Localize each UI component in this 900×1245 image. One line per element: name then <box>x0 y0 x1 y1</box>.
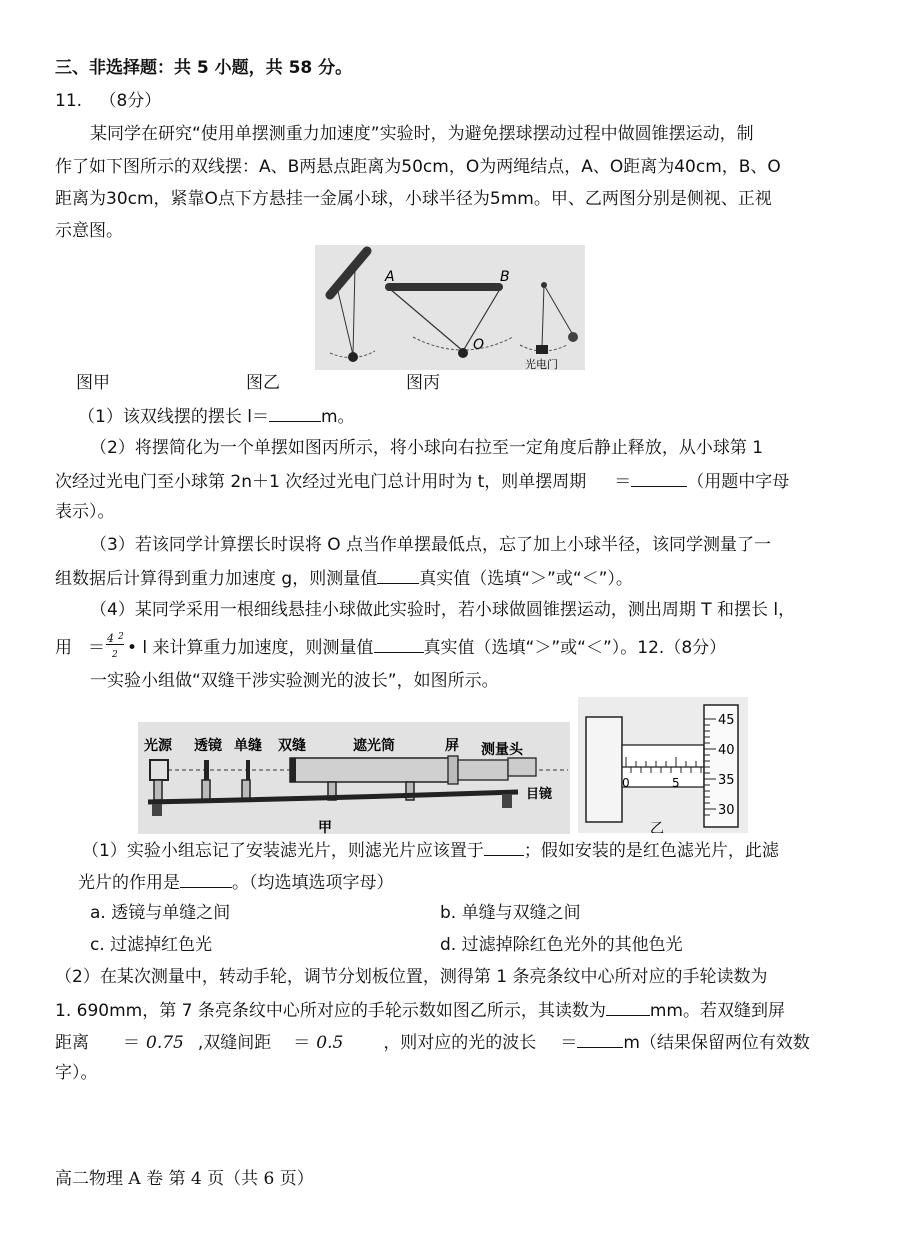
point-a-label: A <box>385 269 395 285</box>
eyepiece-icon <box>508 758 536 776</box>
page-footer: 高二物理 A 卷 第 4 页（共 6 页） <box>55 1169 314 1189</box>
q11-stem-line2: 作了如下图所示的双线摆：A、B两悬点距离为50cm，O为两绳结点，A、O距离为40cm，B、O <box>55 157 781 177</box>
q11-stem-line4: 示意图。 <box>55 221 123 241</box>
q11-part1-text: （1）该双线摆的摆长 l＝ <box>78 407 269 427</box>
q12-part2-hint: m（结果保留两位有效数 <box>623 1033 810 1053</box>
q11-part2-line2 <box>55 469 789 493</box>
q11-part4-line1: （4）某同学采用一根细线悬挂小球做此实验时，若小球做圆锥摆运动，测出周期 T 和摆长 l， <box>90 600 796 620</box>
fraction-denominator: 2 <box>112 650 118 660</box>
thimble-30: 30 <box>718 803 735 818</box>
value-slit-spacing: 0.5 <box>316 1033 344 1053</box>
answer-blank-filter-position[interactable] <box>484 838 524 856</box>
q12-part2-line4: 字）。 <box>55 1063 98 1083</box>
screen-icon <box>448 756 458 784</box>
caption-tu-yi: 图乙 <box>246 373 280 393</box>
point-o-label: O <box>473 337 485 353</box>
label-single-slit: 单缝 <box>234 738 262 754</box>
q12-part2-eq2: ＝ <box>293 1033 311 1053</box>
q12-part2-slit-label: ,双缝间距 <box>197 1033 272 1053</box>
q11-part4-hint: 真实值（选填“＞”或“＜”）。12.（8分） <box>423 638 727 658</box>
q11-stem-line3: 距离为30cm，紧靠O点下方悬挂一金属小球，小球半径为5mm。甲、乙两图分别是侧视、正视 <box>55 189 772 209</box>
q12-part2-line1: （2）在某次测量中，转动手轮，调节分划板位置，测得第 1 条亮条纹中心所对应的手轮读数为 <box>55 967 768 987</box>
q11-part4-line2 <box>55 632 727 660</box>
q12-part2-text: 1. 690mm，第 7 条亮条纹中心所对应的手轮示数如图乙所示，其读数为 <box>55 1001 606 1021</box>
q12-part1-hint: 。（均选填选项字母） <box>232 873 394 893</box>
label-light-source: 光源 <box>144 738 172 754</box>
q12-part1-line2 <box>78 870 394 894</box>
q11-number: 11. <box>55 91 83 111</box>
thimble-45: 45 <box>718 713 735 728</box>
q11-part2-hint: （用题中字母 <box>687 472 790 492</box>
answer-blank-conical[interactable] <box>374 635 424 653</box>
q11-part1-unit: m。 <box>320 407 355 427</box>
main-scale-5: 5 <box>672 776 680 790</box>
single-slit-icon <box>246 760 250 780</box>
q11-part3-line1: （3）若该同学计算摆长时误将 O 点当作单摆最低点，忘了加上小球半径，该同学测量了一 <box>90 535 772 555</box>
option-a: a. 透镜与单缝之间 <box>90 903 231 923</box>
value-screen-distance: 0.75 <box>146 1033 184 1053</box>
q11-part4-use: 用 <box>55 638 72 658</box>
micrometer-figure <box>578 697 748 833</box>
main-scale-0: 0 <box>622 776 630 790</box>
label-light-tube: 遮光筒 <box>353 738 395 754</box>
caption-tu-bing: 图丙 <box>406 373 440 393</box>
label-lens: 透镜 <box>194 738 222 754</box>
thimble-35: 35 <box>718 773 735 788</box>
q12-part2-wavelength-label: ，则对应的光的波长 <box>383 1033 537 1053</box>
section-title: 三、非选择题：共 5 小题，共 58 分。 <box>55 58 353 78</box>
q11-part3-hint: 真实值（选填“＞”或“＜”）。 <box>419 569 633 589</box>
q12-part1-text2: ；假如安装的是红色滤光片，此滤 <box>523 841 779 861</box>
label-measuring-head: 测量头 <box>481 742 523 758</box>
q12-part2-text2: mm。若双缝到屏 <box>649 1001 785 1021</box>
q11-score: （8分） <box>99 91 162 111</box>
answer-blank-pendulum-length[interactable] <box>269 404 321 422</box>
option-c: c. 过滤掉红色光 <box>90 935 213 955</box>
answer-blank-filter-function[interactable] <box>180 870 232 888</box>
q11-part2-line1: （2）将摆简化为一个单摆如图丙所示，将小球向右拉至一定角度后静止释放，从小球第 1 <box>90 438 764 458</box>
caption-yi-micrometer: 乙 <box>650 821 664 833</box>
answer-blank-reading[interactable] <box>606 998 650 1016</box>
label-screen: 屏 <box>445 738 459 754</box>
q11-part2-eq: ＝ <box>614 472 632 492</box>
micrometer-frame <box>586 717 622 822</box>
q12-part2-line2 <box>55 998 785 1022</box>
pendulum-figure <box>315 245 585 370</box>
label-eyepiece: 目镜 <box>526 787 553 802</box>
photogate-label: 光电门 <box>525 358 558 370</box>
q12-stem: 一实验小组做“双缝干涉实验测光的波长”，如图所示。 <box>90 671 499 691</box>
fraction-numerator: 4 <box>107 632 114 645</box>
answer-blank-wavelength[interactable] <box>577 1030 623 1048</box>
q11-part4-eq: ＝ <box>88 638 105 658</box>
q11-part2-text: 次经过光电门至小球第 2n＋1 次经过光电门总计用时为 t，则单摆周期 <box>55 472 587 492</box>
q11-part1 <box>78 404 355 428</box>
label-double-slit: 双缝 <box>278 738 306 754</box>
q12-part2-distance-label: 距离 <box>55 1033 89 1053</box>
q12-part2-eq3: ＝ <box>560 1033 578 1053</box>
fraction-superscript: 2 <box>118 632 124 642</box>
interference-apparatus-figure <box>138 722 570 834</box>
point-b-label: B <box>500 269 510 285</box>
double-slit-icon <box>290 758 296 782</box>
thimble-40: 40 <box>718 743 735 758</box>
option-b: b. 单缝与双缝之间 <box>440 903 581 923</box>
q11-header <box>55 90 161 112</box>
q12-part1-text3: 光片的作用是 <box>78 873 180 893</box>
option-d: d. 过滤掉除红色光外的其他色光 <box>440 935 683 955</box>
q12-part1-text: （1）实验小组忘记了安装滤光片，则滤光片应该置于 <box>82 841 484 861</box>
formula-fraction <box>105 632 127 660</box>
answer-blank-g-compare[interactable] <box>377 566 419 584</box>
micrometer-sleeve <box>622 745 704 787</box>
answer-blank-period[interactable] <box>631 469 687 487</box>
q11-part3-line2 <box>55 566 633 590</box>
q12-part2-line3 <box>55 1030 810 1054</box>
lens-icon <box>204 760 209 780</box>
caption-jia-apparatus: 甲 <box>318 820 332 834</box>
q11-part3-text: 组数据后计算得到重力加速度 g，则测量值 <box>55 569 378 589</box>
q12-part1-line1 <box>82 838 779 862</box>
q11-stem-line1: 某同学在研究“使用单摆测重力加速度”实验时，为避免摆球摆动过程中做圆锥摆运动，制 <box>90 124 754 144</box>
q11-part4-text: • l 来计算重力加速度，则测量值 <box>127 638 374 658</box>
q11-part2-line3: 表示）。 <box>55 502 115 522</box>
q12-part2-eq1: ＝ <box>123 1033 140 1053</box>
light-tube-icon <box>290 758 452 782</box>
caption-tu-jia: 图甲 <box>76 373 110 393</box>
measuring-head-icon <box>458 760 508 780</box>
